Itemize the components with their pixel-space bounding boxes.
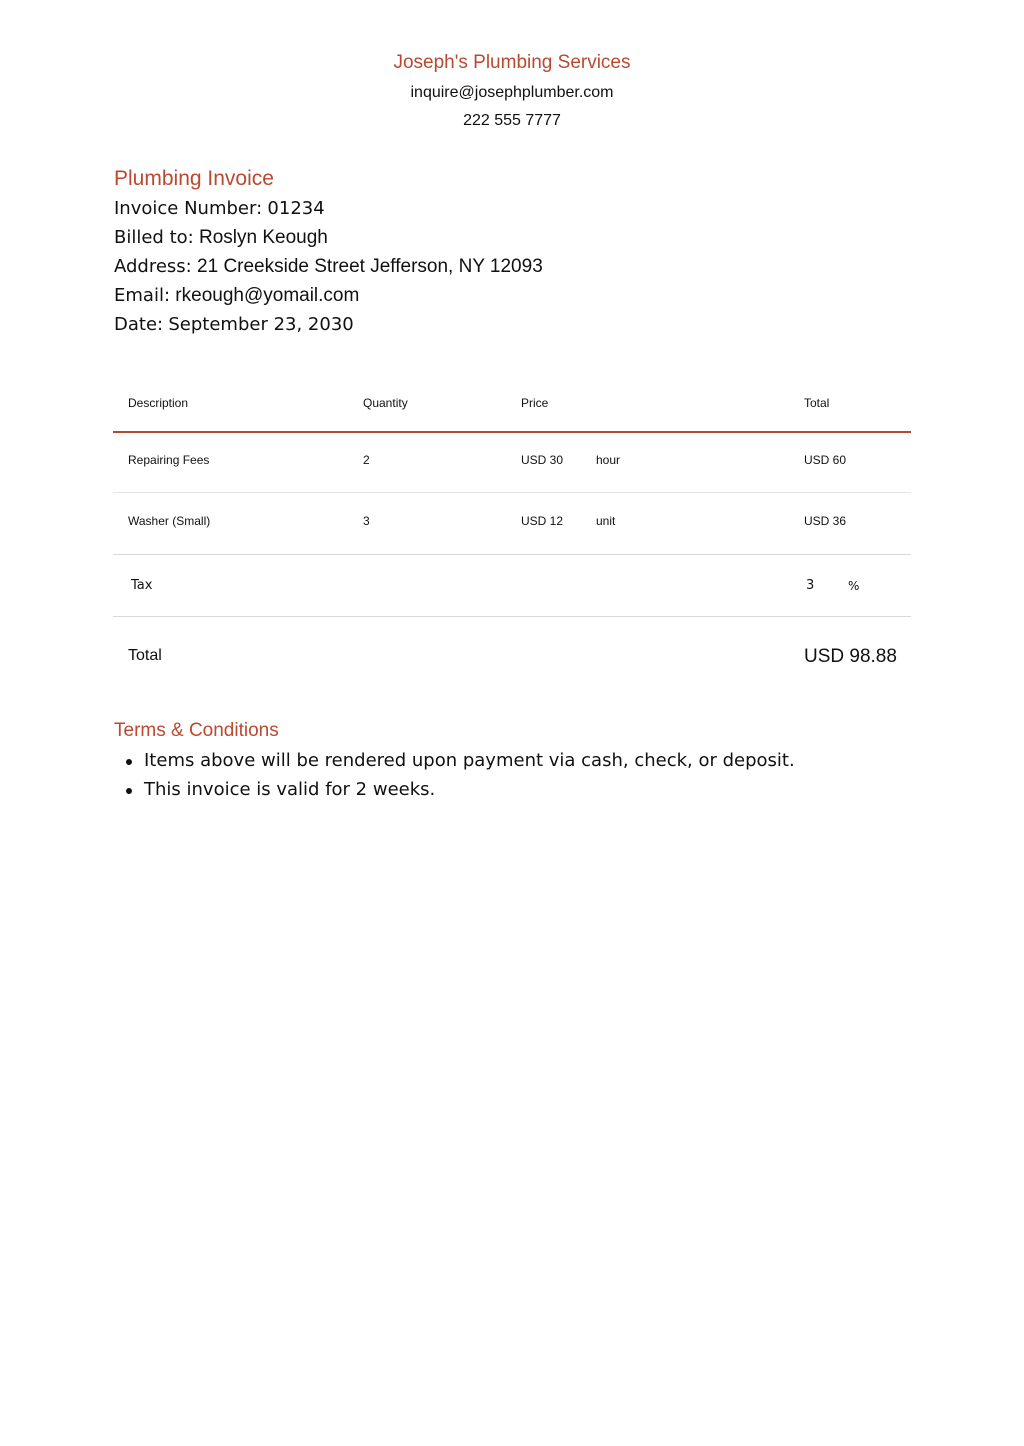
date-value: September 23, 2030 bbox=[168, 314, 354, 335]
email-label: Email: bbox=[114, 285, 171, 306]
terms-title: Terms & Conditions bbox=[114, 720, 279, 741]
terms-item-text: This invoice is valid for 2 weeks. bbox=[144, 779, 436, 800]
tax-value: 3 bbox=[806, 578, 815, 593]
row-total: USD 60 bbox=[804, 453, 847, 467]
billed-to-line bbox=[114, 227, 328, 249]
billed-to-label: Billed to: bbox=[114, 227, 194, 248]
row-total: USD 36 bbox=[804, 514, 847, 528]
header-total: Total bbox=[804, 396, 830, 410]
row-description: Washer (Small) bbox=[128, 514, 211, 528]
address-line bbox=[114, 256, 543, 278]
row-divider bbox=[113, 554, 911, 555]
header-divider bbox=[113, 431, 911, 433]
company-name: Joseph's Plumbing Services bbox=[393, 52, 631, 73]
row-unit: unit bbox=[596, 514, 616, 528]
grand-total-label: Total bbox=[128, 647, 162, 664]
row-description: Repairing Fees bbox=[128, 453, 210, 467]
invoice-number-label: Invoice Number: bbox=[114, 198, 263, 219]
invoice-number-value: 01234 bbox=[267, 198, 325, 219]
row-price: USD 30 bbox=[521, 453, 564, 467]
terms-list bbox=[114, 748, 795, 806]
date-line bbox=[114, 314, 354, 336]
invoice-title: Plumbing Invoice bbox=[114, 167, 274, 190]
list-item bbox=[144, 777, 795, 806]
row-divider bbox=[113, 492, 911, 493]
row-quantity: 2 bbox=[363, 453, 370, 467]
grand-total-value: USD 98.88 bbox=[804, 646, 897, 667]
row-quantity: 3 bbox=[363, 514, 370, 528]
header-description: Description bbox=[128, 396, 189, 410]
bullet-icon bbox=[126, 788, 132, 794]
list-item bbox=[144, 748, 795, 777]
tax-label: Tax bbox=[131, 578, 153, 593]
billed-to-value: Roslyn Keough bbox=[199, 227, 328, 248]
date-label: Date: bbox=[114, 314, 164, 335]
row-unit: hour bbox=[596, 453, 621, 467]
address-label: Address: bbox=[114, 256, 192, 277]
company-email: inquire@josephplumber.com bbox=[410, 84, 614, 101]
header-quantity: Quantity bbox=[363, 396, 408, 410]
bullet-icon bbox=[126, 759, 132, 765]
tax-unit: % bbox=[848, 579, 860, 593]
address-value: 21 Creekside Street Jefferson, NY 12093 bbox=[197, 256, 543, 277]
tax-divider bbox=[113, 616, 911, 617]
email-value: rkeough@yomail.com bbox=[175, 285, 360, 306]
email-line bbox=[114, 285, 359, 307]
header-price: Price bbox=[521, 396, 549, 410]
company-phone: 222 555 7777 bbox=[463, 112, 561, 129]
terms-item-text: Items above will be rendered upon payment via cash, check, or deposit. bbox=[144, 750, 795, 771]
invoice-number-line bbox=[114, 198, 325, 220]
row-price: USD 12 bbox=[521, 514, 564, 528]
